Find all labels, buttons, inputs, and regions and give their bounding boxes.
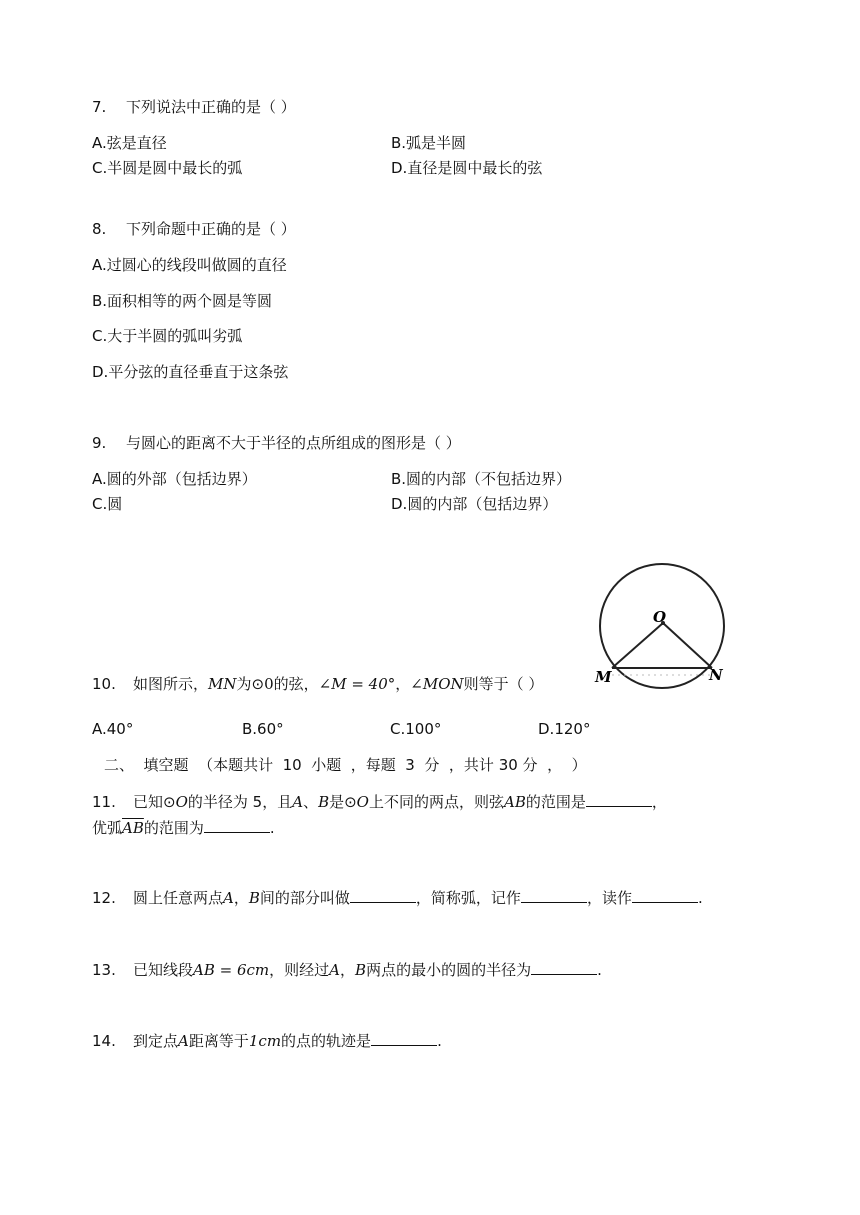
question-7-option-b: B.弧是半圆 [391,134,467,152]
question-8-option-b: B.面积相等的两个圆是等圆 [92,292,273,310]
q11-range-text: 的范围为 [143,819,204,837]
q11-point-a: A [292,793,304,811]
q13-text-2: ，则经过 [269,961,330,979]
question-10-stem [133,674,543,694]
q11-text-4: 是⊙ [329,793,357,811]
q13-text-3: ， [340,961,356,979]
section-heading-fill-in: 二、 填空题 （本题共计 10 小题 ，每题 3 分 ，共计 30 分 ， ） [104,756,587,774]
q11-circle-o: O [175,793,188,811]
q14-text-3: 的点的轨迹是 [281,1032,372,1050]
q13-point-a: A [329,961,341,979]
q11-blank-2[interactable] [204,818,270,833]
q14-point-a: A [178,1032,189,1050]
question-9-stem: 与圆心的距离不大于半径的点所组成的图形是（ ） [126,434,461,452]
question-7-option-c: C.半圆是圆中最长的弧 [92,159,243,177]
q12-point-a: A [223,889,234,907]
question-8-option-d: D.平分弦的直径垂直于这条弦 [92,363,289,381]
q11-circle-o-2: O [356,793,369,811]
q11-arc-ab: $\overline{AB}$ [122,819,144,837]
q12-text-2: ， [233,889,249,907]
q14-period: . [437,1032,442,1050]
q12-blank-1[interactable] [350,888,416,903]
q12-blank-3[interactable] [632,888,698,903]
q12-text-5: ，读作 [586,889,632,907]
q12-text-3: 间的部分叫做 [259,889,350,907]
question-10-option-b: B.60° [242,720,284,738]
q10-text-3: 的弦， [273,675,319,693]
question-14-line [133,1031,442,1051]
q12-period: . [697,889,703,907]
label-o: O [653,608,667,626]
question-13-line [133,960,602,980]
q10-text-5: 则等于（ ） [463,675,544,693]
question-7-stem: 下列说法中正确的是（ ） [126,98,296,116]
label-n: N [709,666,723,684]
question-10-option-a: A.40° [92,720,134,738]
q13-equation: AB = 6cm [193,961,270,979]
q13-point-b: B [355,961,367,979]
question-9-option-d: D.圆的内部（包括边界） [391,495,558,513]
q13-blank[interactable] [531,960,597,975]
q11-point-b: B [318,793,330,811]
question-9-option-c: C.圆 [92,495,123,513]
question-10-option-c: C.100° [390,720,442,738]
question-8-option-c: C.大于半圆的弧叫劣弧 [92,327,243,345]
question-11-line-2 [92,818,275,838]
question-7-number: 7. [92,98,107,116]
question-7-option-d: D.直径是圆中最长的弦 [391,159,543,177]
circle-outline [600,564,724,688]
question-10-option-d: D.120° [538,720,591,738]
q10-text-1: 如图所示， [133,675,209,693]
radius-on [663,623,712,668]
q11-text-7: ， [651,793,667,811]
question-11-line-1 [133,792,667,812]
question-7-option-a: A.弦是直径 [92,134,167,152]
q10-chord-mn: MN [208,675,237,693]
radius-om [612,623,663,668]
q11-text-3: 、 [303,793,319,811]
q14-length: 1cm [248,1032,282,1050]
question-11-number: 11. [92,793,116,811]
q14-text-2: 距离等于 [188,1032,249,1050]
q13-text-4: 两点的最小的圆的半径为 [366,961,532,979]
question-12-line [133,888,703,908]
question-10-number: 10. [92,675,116,693]
question-8-option-a: A.过圆心的线段叫做圆的直径 [92,256,287,274]
q10-text-4: ， [395,675,411,693]
question-13-number: 13. [92,961,116,979]
q12-text-1: 圆上任意两点 [133,889,224,907]
question-8-stem: 下列命题中正确的是（ ） [126,220,296,238]
q11-text-6: 的范围是 [525,793,586,811]
q13-period: . [597,961,602,979]
question-14-number: 14. [92,1032,116,1050]
q10-angle-mon: ∠MON [410,675,464,693]
q11-text-1: 已知⊙ [133,793,176,811]
q10-text-2: 为⊙ [236,675,265,693]
question-12-number: 12. [92,889,116,907]
q11-chord-ab: AB [504,793,526,811]
q12-point-b: B [248,889,260,907]
q12-text-4: ，简称弧，记作 [415,889,521,907]
circle-figure [590,560,740,695]
q12-blank-2[interactable] [521,888,587,903]
q11-period: . [269,819,275,837]
question-9-option-a: A.圆的外部（包括边界） [92,470,257,488]
q11-major-arc-text: 优弧 [92,819,123,837]
q11-text-5: 上不同的两点，则弦 [368,793,504,811]
q14-text-1: 到定点 [133,1032,179,1050]
q11-text-2: 的半径为 5，且 [187,793,293,811]
q11-blank-1[interactable] [586,792,652,807]
label-m: M [595,668,612,686]
question-9-number: 9. [92,434,107,452]
q14-blank[interactable] [371,1031,437,1046]
question-9-option-b: B.圆的内部（不包括边界） [391,470,572,488]
q13-text-1: 已知线段 [133,961,194,979]
question-8-number: 8. [92,220,107,238]
q10-circle-name: 0 [264,675,274,693]
q10-angle-m: ∠M = 40° [318,675,396,693]
